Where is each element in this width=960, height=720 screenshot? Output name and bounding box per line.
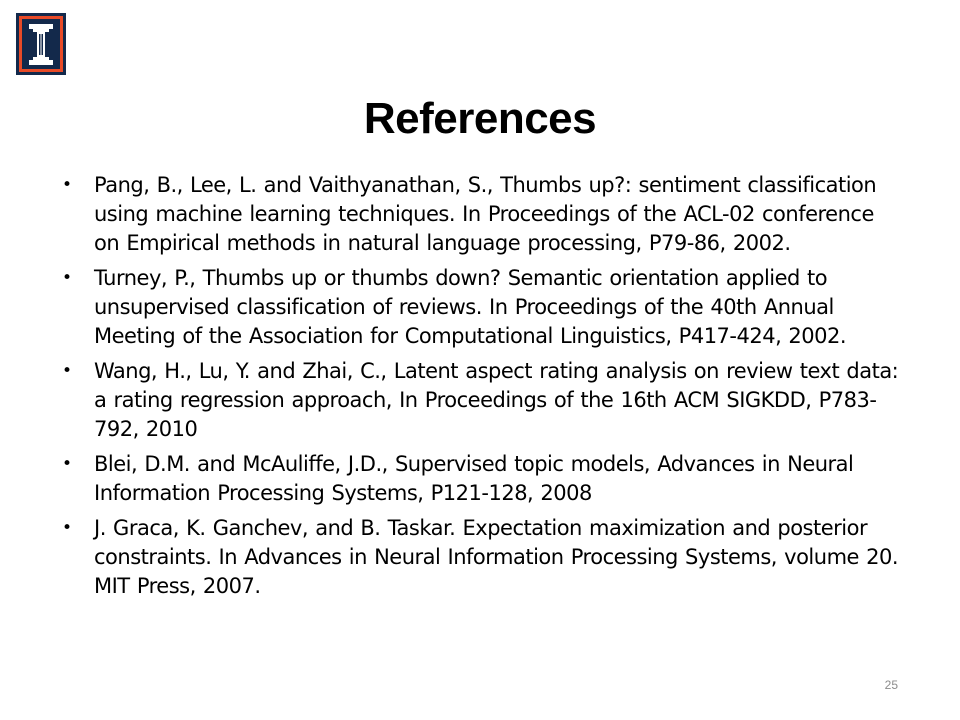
reference-text: Turney, P., Thumbs up or thumbs down? Semantic orientation applied to unsupervised classification of reviews. In Proceedings of the 40th Annual Meeting of the Association for Computational Linguistics, P417-424, 2002. <box>94 266 847 348</box>
bullet-icon: • <box>62 361 73 381</box>
reference-text: Blei, D.M. and McAuliffe, J.D., Supervised topic models, Advances in Neural Information Processing Systems, P121-128, 2008 <box>94 452 854 505</box>
bullet-icon: • <box>62 518 73 538</box>
bullet-icon: • <box>62 175 73 195</box>
bullet-icon: • <box>62 268 73 288</box>
reference-item <box>62 264 900 351</box>
university-logo-icon <box>16 13 66 75</box>
reference-item <box>62 357 900 444</box>
reference-text: Wang, H., Lu, Y. and Zhai, C., Latent aspect rating analysis on review text data: a rating regression approach, In Proceedings of the 16th ACM SIGKDD, P783-792, 2010 <box>94 359 899 441</box>
bullet-icon: • <box>62 454 73 474</box>
slide-title: References <box>363 94 597 144</box>
references-list <box>62 171 900 607</box>
reference-item <box>62 450 900 508</box>
reference-item <box>62 171 900 258</box>
reference-text: J. Graca, K. Ganchev, and B. Taskar. Expectation maximization and posterior constraints. In Advances in Neural Information Processing Systems, volume 20. MIT Press, 2007. <box>94 516 899 598</box>
reference-item <box>62 514 900 601</box>
slide-number: 25 <box>884 678 898 692</box>
reference-text: Pang, B., Lee, L. and Vaithyanathan, S., Thumbs up?: sentiment classification using machine learning techniques. In Proceedings of the ACL-02 conference on Empirical methods in natural language processing, P79-86, 2002. <box>94 173 877 255</box>
